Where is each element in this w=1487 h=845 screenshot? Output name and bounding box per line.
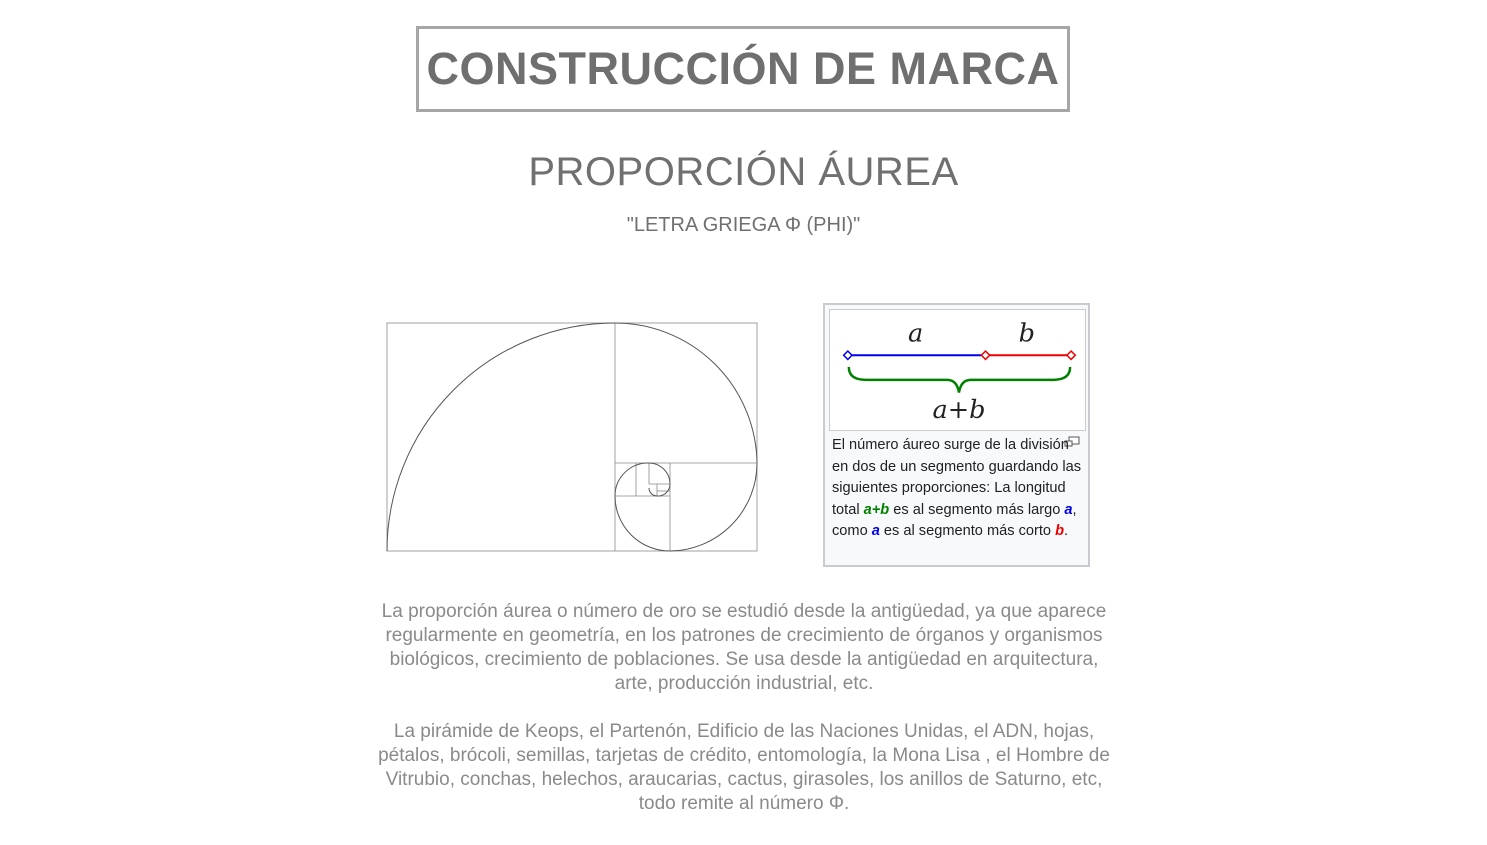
caption-var-a: a: [1064, 501, 1073, 518]
golden-spiral-figure: [385, 320, 761, 554]
caption-var-total: a+b: [863, 501, 890, 518]
golden-rectangle-outline: [387, 323, 757, 551]
label-total: a+b: [932, 395, 986, 426]
body-paragraph-1: La proporción áurea o número de oro se estudió desde la antigüedad, ya que aparece regularmente en geometría, en los patrones de crecimiento de órganos y organismos biológicos, crecimiento de poblaciones. Se usa desde la antigüedad en arquitectura, arte, producción industrial, etc.: [381, 601, 1107, 694]
caption-text-3: , como: [832, 501, 1077, 539]
section-heading: PROPORCIÓN ÁUREA: [528, 150, 959, 194]
title-box: [416, 26, 1070, 112]
label-a: a: [908, 318, 924, 349]
endpoint-left-marker: [844, 351, 852, 359]
endpoint-right-marker: [1067, 351, 1075, 359]
segment-diagram: [829, 309, 1086, 431]
endpoint-mid-marker: [981, 351, 989, 359]
body-paragraph-2: La pirámide de Keops, el Partenón, Edificio de las Naciones Unidas, el ADN, hojas, pétalos, brócoli, semillas, tarjetas de crédito, entomología, la Mona Lisa , el Hombre de Vitrubio, conchas, helechos, araucarias, cactus, girasoles, los anillos de Saturno, etc, todo remite al número Φ.: [378, 721, 1110, 814]
page-title: CONSTRUCCIÓN DE MARCA: [426, 43, 1060, 94]
infobox: [823, 303, 1090, 567]
caption-text-2: es al segmento más largo: [889, 501, 1065, 518]
total-brace: [849, 367, 1070, 393]
caption-text-4: es al segmento más corto: [879, 523, 1056, 539]
caption-text-1: El número áureo surge de la división en dos de un segmento guardando las siguientes proporciones: La longitud total: [832, 437, 1082, 518]
label-b: b: [1018, 318, 1036, 349]
caption-text-5: .: [1064, 523, 1069, 539]
caption-var-a-second: a: [871, 523, 880, 539]
caption-var-b: b: [1055, 523, 1065, 539]
infobox-caption: [832, 435, 1082, 543]
section-subheading: "LETRA GRIEGA Φ (PHI)": [626, 214, 861, 236]
spiral-curve: [387, 323, 757, 551]
